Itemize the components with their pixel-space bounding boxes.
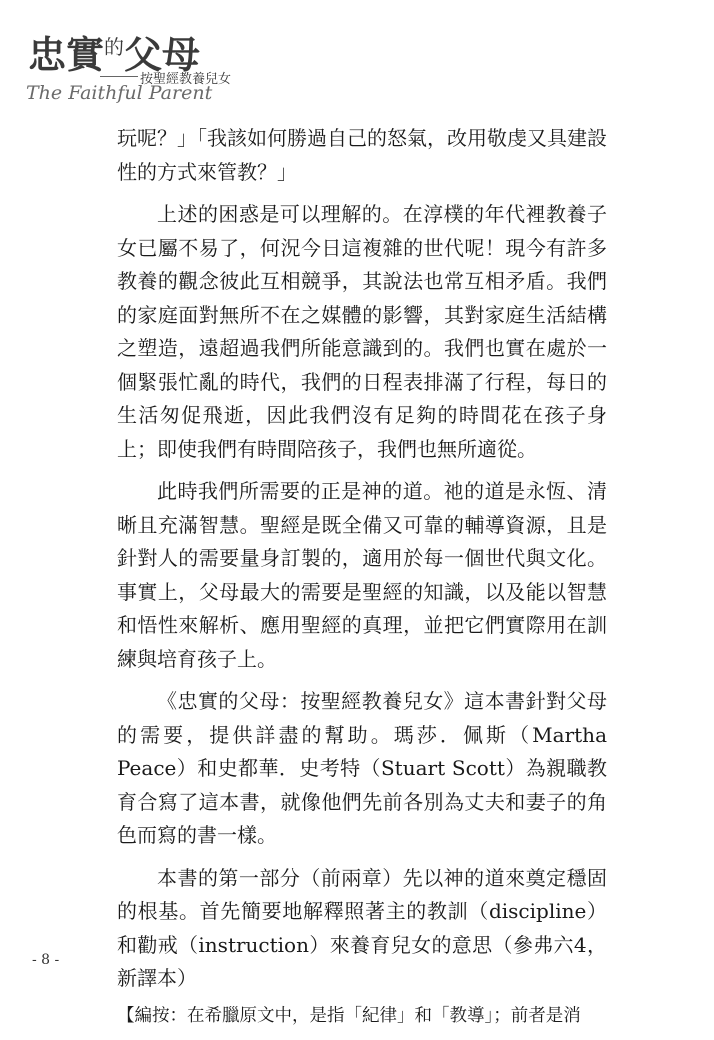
book-subtitle: 按聖經教養兒女 [140, 72, 232, 87]
page-number: - 8 - [32, 952, 60, 968]
title-small-char: 的 [104, 35, 125, 59]
paragraph-5: 本書的第一部分（前兩章）先以神的道來奠定穩固的根基。首先簡要地解釋照著主的教訓（discipline）和勸戒（instruction）來養育兒女的意思（參弗六4，新譯本） [117, 865, 607, 990]
paragraph-1: 玩呢？」「我該如何勝過自己的怒氣，改用敬虔又具建設性的方式來管教？」 [117, 126, 607, 184]
editor-note: 【編按：在希臘原文中，是指「紀律」和「教導」；前者是消 [117, 1005, 581, 1026]
book-title-english: The Faithful Parent [26, 82, 213, 104]
paragraph-4: 《忠實的父母：按聖經教養兒女》這本書針對父母的需要，提供詳盡的幫助。瑪莎．佩斯（Martha Peace）和史都華．史考特（Stuart Scott）為親職教育合寫了這本書，就像他們先前各別為丈夫和妻子的角色而寫的書一樣。 [117, 689, 607, 847]
title-part1: 忠實 [28, 32, 105, 77]
running-header [22, 18, 232, 108]
paragraph-3: 此時我們所需要的正是神的道。祂的道是永恆、清晰且充滿智慧。聖經是既全備又可靠的輔導資源，且是針對人的需要量身訂製的，適用於每一個世代與文化。事實上，父母最大的需要是聖經的知識，以及能以智慧和悟性來解析、應用聖經的真理，並把它們實際用在訓練與培育孩子上。 [117, 479, 607, 671]
page-body [117, 122, 607, 1040]
paragraph-2: 上述的困惑是可以理解的。在淳樸的年代裡教養子女已屬不易了，何況今日這複雜的世代呢！現今有許多教養的觀念彼此互相競爭，其說法也常互相矛盾。我們的家庭面對無所不在之媒體的影響，其對家庭生活結構之塑造，遠超過我們所能意識到的。我們也實在處於一個緊張忙亂的時代，我們的日程表排滿了行程，每日的生活匆促飛逝，因此我們沒有足夠的時間花在孩子身上；即使我們有時間陪孩子，我們也無所適從。 [117, 202, 607, 461]
subtitle-divider [100, 76, 138, 77]
title-part2: 父母 [124, 32, 201, 77]
